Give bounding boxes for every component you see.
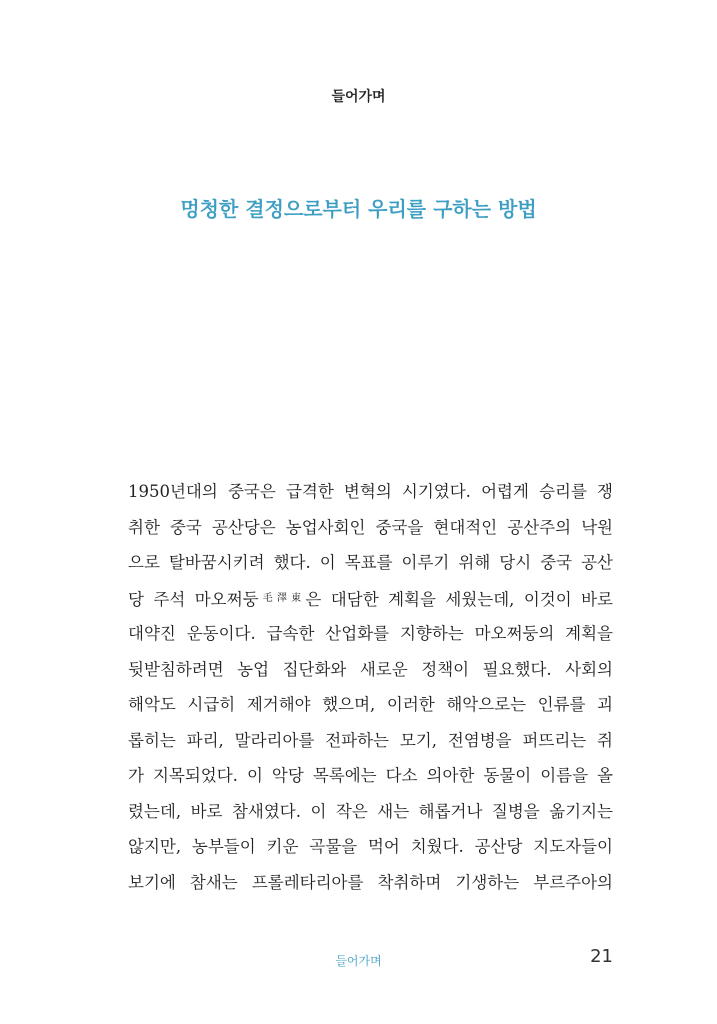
- body-line: 1950년대의 중국은 급격한 변혁의 시기였다. 어렵게 승리를 쟁: [128, 482, 613, 501]
- body-line: 보기에 참새는 프롤레타리아를 착취하며 기생하는 부르주아의: [128, 872, 613, 892]
- body-line: 롭히는 파리, 말라리아를 전파하는 모기, 전염병을 퍼뜨리는 쥐: [128, 730, 613, 750]
- hanja-annotation: 毛澤東: [258, 592, 306, 604]
- body-line: 않지만, 농부들이 키운 곡물을 먹어 치웠다. 공산당 지도자들이: [128, 837, 613, 856]
- body-line: 뒷받침하려면 농업 집단화와 새로운 정책이 필요했다. 사회의: [128, 659, 613, 679]
- body-line: 해악도 시급히 제거해야 했으며, 이러한 해악으로는 인류를 괴: [128, 695, 613, 714]
- running-header: 들어가며: [331, 89, 386, 105]
- footer-section-label: 들어가며: [335, 954, 382, 968]
- page-number: 21: [590, 946, 613, 967]
- chapter-title: 멍청한 결정으로부터 우리를 구하는 방법: [180, 197, 537, 221]
- body-line: 대약진 운동이다. 급속한 산업화를 지향하는 마오쩌둥의 계획을: [128, 624, 613, 643]
- body-text: [128, 474, 613, 900]
- body-line-text: 당 주석 마오쩌둥: [128, 589, 259, 609]
- body-line: 취한 중국 공산당은 농업사회인 중국을 현대적인 공산주의 낙원: [128, 517, 613, 537]
- body-line: 가 지목되었다. 이 악당 목록에는 다소 의아한 동물이 이름을 올: [128, 766, 613, 785]
- body-line: [128, 581, 613, 617]
- body-line: 으로 탈바꿈시키려 했다. 이 목표를 이루기 위해 당시 중국 공산: [128, 553, 613, 572]
- body-line: 렸는데, 바로 참새였다. 이 작은 새는 해롭거나 질병을 옮기지는: [128, 801, 613, 821]
- body-line-text: 은 대담한 계획을 세웠는데, 이것이 바로: [305, 589, 613, 609]
